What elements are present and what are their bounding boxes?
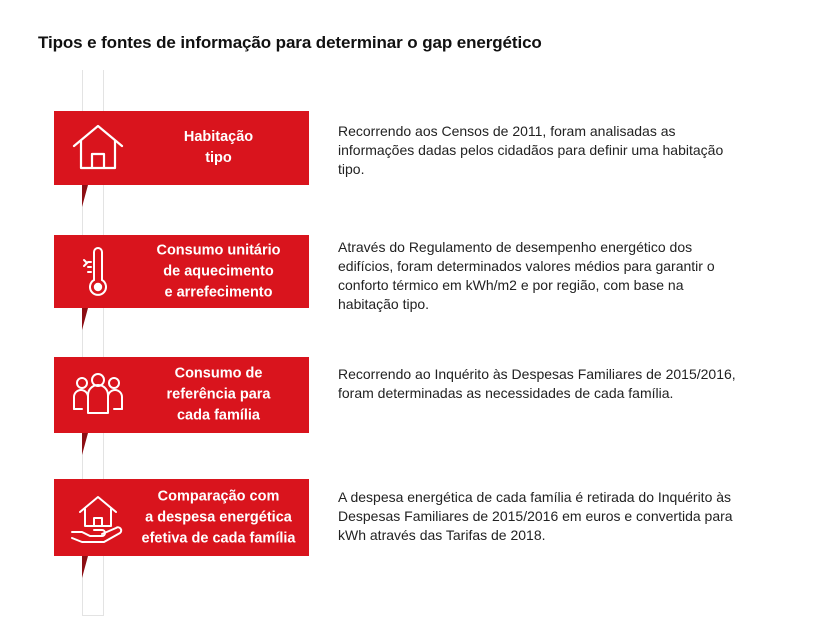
banner-fold — [82, 556, 88, 578]
house-in-hand-icon — [68, 488, 128, 548]
step-description: Recorrendo ao Inquérito às Despesas Familiares de 2015/2016, foram determinadas as necessidades de cada família. — [338, 366, 736, 401]
family-icon — [68, 365, 128, 425]
thermometer-icon — [68, 242, 128, 302]
step-banner-consumo-referencia — [54, 357, 309, 433]
banner-fold — [82, 185, 88, 207]
step-banner-consumo-unitario — [54, 235, 309, 308]
step-label: Consumo de referência para cada família — [166, 365, 271, 424]
step-description: Recorrendo aos Censos de 2011, foram analisadas as informações dadas pelos cidadãos para definir uma habitação tipo. — [338, 123, 724, 177]
step-description: A despesa energética de cada família é retirada do Inquérito às Despesas Familiares de 2015/2016 em euros e convertida para kWh através das Tarifas de 2018. — [338, 489, 733, 543]
step-label: Consumo unitário de aquecimento e arrefecimento — [156, 242, 281, 300]
step-description: Através do Regulamento de desempenho energético dos edifícios, foram determinados valores médios para garantir o conforto térmico em kWh/m2 e por região, com base na habitação tipo. — [338, 239, 715, 312]
step-label: Habitação tipo — [183, 129, 254, 166]
step-banner-habitacao — [54, 111, 309, 185]
step-banner-comparacao — [54, 479, 309, 556]
page-title: Tipos e fontes de informação para determinar o gap energético — [38, 33, 542, 52]
banner-fold — [82, 308, 88, 330]
step-label: Comparação com a despesa energética efetiva de cada família — [141, 488, 296, 546]
banner-fold — [82, 433, 88, 455]
house-icon — [68, 118, 128, 178]
